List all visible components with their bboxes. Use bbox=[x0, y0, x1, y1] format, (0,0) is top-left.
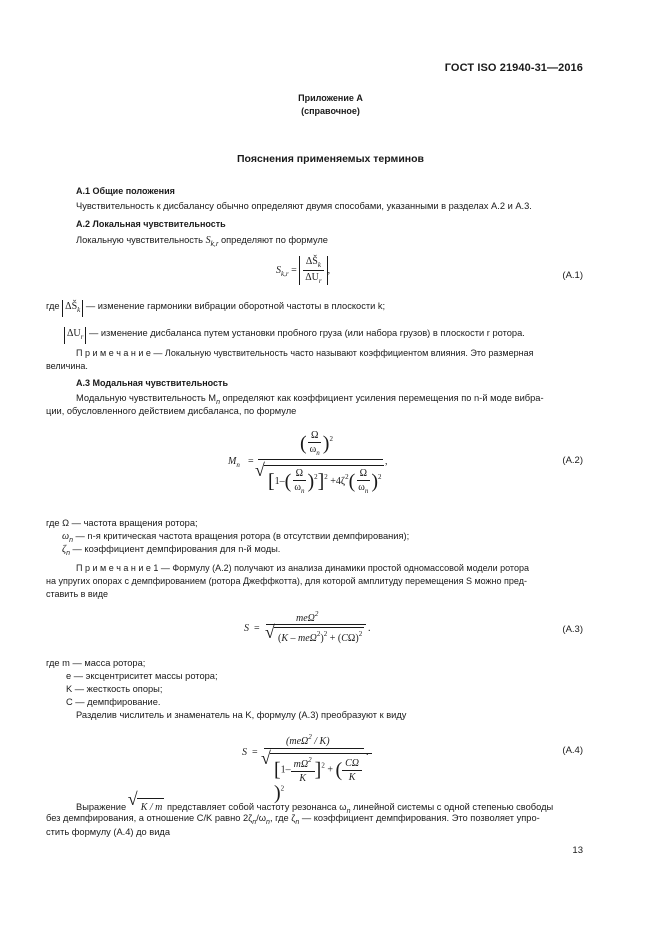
eq-den: K bbox=[299, 773, 306, 784]
section-a1-heading: А.1 Общие положения bbox=[76, 186, 175, 196]
equation-a4 bbox=[242, 733, 372, 804]
symbol-sub: k,r bbox=[210, 241, 219, 248]
inline-sub: n bbox=[252, 819, 257, 826]
inline-sub: n bbox=[66, 550, 70, 557]
eq-num: Ω bbox=[357, 468, 370, 481]
text-span: определяют как коэффициент усиления перемещения по n-й моде вибра- bbox=[219, 393, 544, 403]
inline-sym: ω bbox=[62, 531, 70, 542]
equation-a3 bbox=[244, 610, 374, 650]
appendix-title: Приложение А bbox=[298, 93, 363, 103]
where-delta-s bbox=[46, 300, 385, 317]
section-a1-text: Чувствительность к дисбалансу обычно определяют двумя способами, указанными в разделах А.2 и А.3. bbox=[76, 201, 532, 211]
eq-comma: , bbox=[327, 264, 331, 276]
where-e: e — эксцентриситет массы ротора; bbox=[66, 671, 218, 681]
inline-math bbox=[62, 300, 83, 317]
text-span: Модальную чувствительность M bbox=[76, 393, 217, 403]
text-span: линейной системы с одной степенью свободы bbox=[350, 802, 554, 812]
inline-sub: n bbox=[295, 819, 300, 826]
eq-numerator: (meΩ$^2$ / K) bbox=[286, 733, 330, 747]
equation-a1 bbox=[276, 256, 330, 285]
eq-numerator: ( $\frac{\Omega}{\omega_n}$ )$^2$ bbox=[300, 430, 333, 457]
eq-den: ω bbox=[294, 482, 301, 493]
divide-text: Разделив числитель и знаменатель на K, формулу (А.3) преобразуют к виду bbox=[76, 710, 407, 720]
eq-c: C bbox=[341, 633, 348, 644]
eq-exp: 2 bbox=[329, 434, 333, 443]
text-span: — изменение гармоники вибрации оборотной частоты в плоскости k; bbox=[83, 301, 386, 311]
inline-sub: n bbox=[266, 819, 270, 826]
eq-exp: 2 bbox=[378, 472, 382, 481]
text-span: определяют по формуле bbox=[218, 235, 328, 245]
note1-line2: на упругих опорах с демпфированием (ротора Джеффкотта), для которой амплитуду перемещения S можно пред- bbox=[46, 576, 527, 586]
section-a2-heading: А.2 Локальная чувствительность bbox=[76, 219, 226, 229]
eq-sub: n bbox=[316, 449, 320, 457]
eq-omega: Ω bbox=[300, 759, 309, 770]
equation-a4-label: (A.4) bbox=[562, 745, 583, 756]
equation-a1-label: (A.1) bbox=[562, 270, 583, 281]
eq-denominator: √ $(K - me\Omega^2)^2 + (C\Omega)^2$ bbox=[274, 627, 364, 644]
eq-num: ΔŠ bbox=[305, 256, 318, 267]
note-a2-cont: величина. bbox=[46, 361, 88, 371]
inline-sym: ΔU bbox=[67, 328, 81, 339]
eq-exp: 2 bbox=[308, 733, 312, 741]
eq-comma: , bbox=[385, 456, 388, 467]
eq-k: K bbox=[319, 736, 327, 747]
inline-sub: n bbox=[346, 808, 351, 815]
eq-sub: r bbox=[318, 277, 322, 285]
note-label: П р и м е ч а н и е bbox=[76, 348, 151, 358]
page-number: 13 bbox=[572, 845, 583, 856]
eq-plus: + bbox=[330, 475, 336, 487]
eq-num: meΩ bbox=[289, 736, 309, 747]
eq-den: ω bbox=[358, 482, 365, 493]
eq-exp: 2 bbox=[316, 630, 321, 638]
text-span: — Локальную чувствительность часто называют коэффициентом влияния. Это размерная bbox=[150, 348, 534, 358]
eq-plus: + bbox=[329, 633, 336, 644]
fraction-line bbox=[258, 459, 383, 460]
final-line-3: стить формулу (А.4) до вида bbox=[46, 827, 171, 837]
eq-num: Ω bbox=[293, 468, 306, 481]
eq-minus: – bbox=[279, 475, 285, 487]
note1-line3: ставить в виде bbox=[46, 589, 108, 599]
eq-sub: k bbox=[317, 261, 321, 269]
eq-num: Ω bbox=[308, 430, 321, 443]
inline-sqrt: √ K / m bbox=[137, 798, 165, 814]
note1-line1 bbox=[76, 562, 529, 575]
eq-dot: . bbox=[368, 623, 371, 634]
eq-den: ω bbox=[309, 444, 317, 455]
text-span: без демпфирования, а отношение C/K равно 2ζ bbox=[46, 813, 253, 823]
eq-k: K bbox=[281, 633, 289, 644]
eq-exp: 2 bbox=[314, 610, 319, 618]
inline-sub: r bbox=[80, 333, 84, 341]
eq-symbol bbox=[228, 456, 240, 469]
eq-den: K bbox=[348, 771, 356, 783]
eq-zeta: ζ bbox=[340, 475, 346, 487]
eq-sub: k,r bbox=[281, 269, 289, 278]
where-k: K — жесткость опоры; bbox=[66, 684, 163, 694]
equation-a2 bbox=[228, 428, 388, 500]
where-delta-u bbox=[64, 327, 525, 344]
symbol-sub: n bbox=[216, 399, 220, 406]
eq-one: 1 bbox=[280, 764, 286, 776]
eq-symbol: S bbox=[242, 747, 247, 758]
eq-equals: = bbox=[248, 456, 254, 467]
eq-exp: 2 bbox=[314, 472, 318, 481]
eq-exp: 2 bbox=[324, 472, 328, 481]
eq-minus: – bbox=[285, 764, 291, 776]
eq-equals: = bbox=[291, 264, 297, 276]
text-span: , где ζ bbox=[269, 813, 296, 823]
eq-exp: 2 bbox=[321, 761, 325, 770]
eq-symbol: S bbox=[244, 623, 249, 634]
inline-sym: ζ bbox=[62, 544, 67, 555]
eq-den: ΔU bbox=[305, 272, 319, 283]
text-span: — коэффициент демпфирования для n-й моды. bbox=[69, 544, 281, 554]
eq-minus: – bbox=[290, 633, 296, 644]
eq-exp: 2 bbox=[358, 630, 363, 638]
section-a2-intro bbox=[76, 234, 328, 251]
note-a2 bbox=[76, 347, 533, 360]
text-span: — коэффициент демпфирования. Это позволяет упро- bbox=[299, 813, 540, 823]
eq-sub: n bbox=[236, 461, 240, 469]
inline-sub: n bbox=[69, 537, 73, 544]
note-label: П р и м е ч а н и е 1 bbox=[76, 563, 159, 573]
inline-sub: k bbox=[77, 306, 81, 314]
eq-exp: 2 bbox=[308, 756, 312, 764]
where-zeta-n bbox=[62, 543, 280, 560]
eq-exp: 2 bbox=[280, 784, 285, 793]
eq-c: C bbox=[345, 757, 352, 769]
eq-num: meΩ bbox=[296, 613, 315, 624]
eq-omega: Ω bbox=[347, 633, 356, 644]
text-span: где bbox=[46, 301, 60, 311]
main-title: Пояснения применяемых терминов bbox=[237, 153, 424, 165]
text-span: Выражение bbox=[76, 802, 129, 812]
eq-denominator: √ [1–( $\frac{\Omega}{\omega_n}$ )$^2]^2 +4\zeta^2$( $\frac{\Omega}{\omega_n}$ )$^2$ bbox=[264, 465, 384, 495]
eq-dot: . bbox=[366, 747, 369, 758]
section-a3-intro-2: ции, обусловленного действием дисбаланса, по формуле bbox=[46, 406, 297, 416]
inline-sym: ΔŠ bbox=[65, 301, 78, 312]
eq-one: 1 bbox=[274, 475, 280, 487]
eq-plus: + bbox=[327, 764, 333, 776]
eq-four: 4 bbox=[335, 475, 341, 487]
eq-exp: 2 bbox=[323, 630, 328, 638]
appendix-subtitle: (справочное) bbox=[301, 106, 360, 116]
eq-m: m bbox=[293, 759, 301, 770]
text-span: — Формулу (А.2) получают из анализа динамики простой одномассовой модели ротора bbox=[158, 563, 529, 573]
eq-sub: n bbox=[364, 487, 369, 495]
text-span: /ω bbox=[256, 813, 267, 823]
eq-equals: = bbox=[254, 623, 260, 634]
fraction-line bbox=[266, 624, 366, 625]
document-id: ГОСТ ISO 21940-31—2016 bbox=[444, 62, 583, 74]
text-span: представляет собой частоту резонанса ω bbox=[164, 802, 347, 812]
eq-numerator bbox=[296, 610, 318, 624]
equation-a2-label: (A.2) bbox=[562, 455, 583, 466]
fraction-line bbox=[264, 748, 364, 749]
text-span: — n-я критическая частота вращения ротора (в отсутствии демпфирования); bbox=[72, 531, 410, 541]
eq-denominator: √ [1– $\frac{m\Omega^2}{K}$ ]$^2$ + ( $\frac{C\Omega}{K}$ )$^2$ bbox=[270, 753, 372, 802]
where-omega: где Ω — частота вращения ротора; bbox=[46, 518, 198, 528]
eq-omega: Ω bbox=[351, 757, 360, 769]
eq-fraction bbox=[302, 256, 324, 285]
eq-sym: M bbox=[228, 456, 237, 467]
equation-a3-label: (A.3) bbox=[562, 624, 583, 635]
section-a3-heading: А.3 Модальная чувствительность bbox=[76, 378, 228, 388]
eq-me: meΩ bbox=[298, 633, 317, 644]
text-span: Локальную чувствительность bbox=[76, 235, 206, 245]
eq-symbol: S bbox=[276, 264, 281, 276]
inline-math bbox=[64, 327, 86, 344]
text-span: — изменение дисбаланса путем установки пробного груза (или набора грузов) в плоскости r ротора. bbox=[86, 328, 525, 338]
where-c: C — демпфирование. bbox=[66, 697, 161, 707]
eq-sub: n bbox=[300, 487, 305, 495]
symbol-s: S bbox=[205, 235, 211, 246]
where-m: где m — масса ротора; bbox=[46, 658, 146, 668]
eq-exp: 2 bbox=[345, 472, 349, 481]
eq-equals: = bbox=[252, 747, 258, 758]
